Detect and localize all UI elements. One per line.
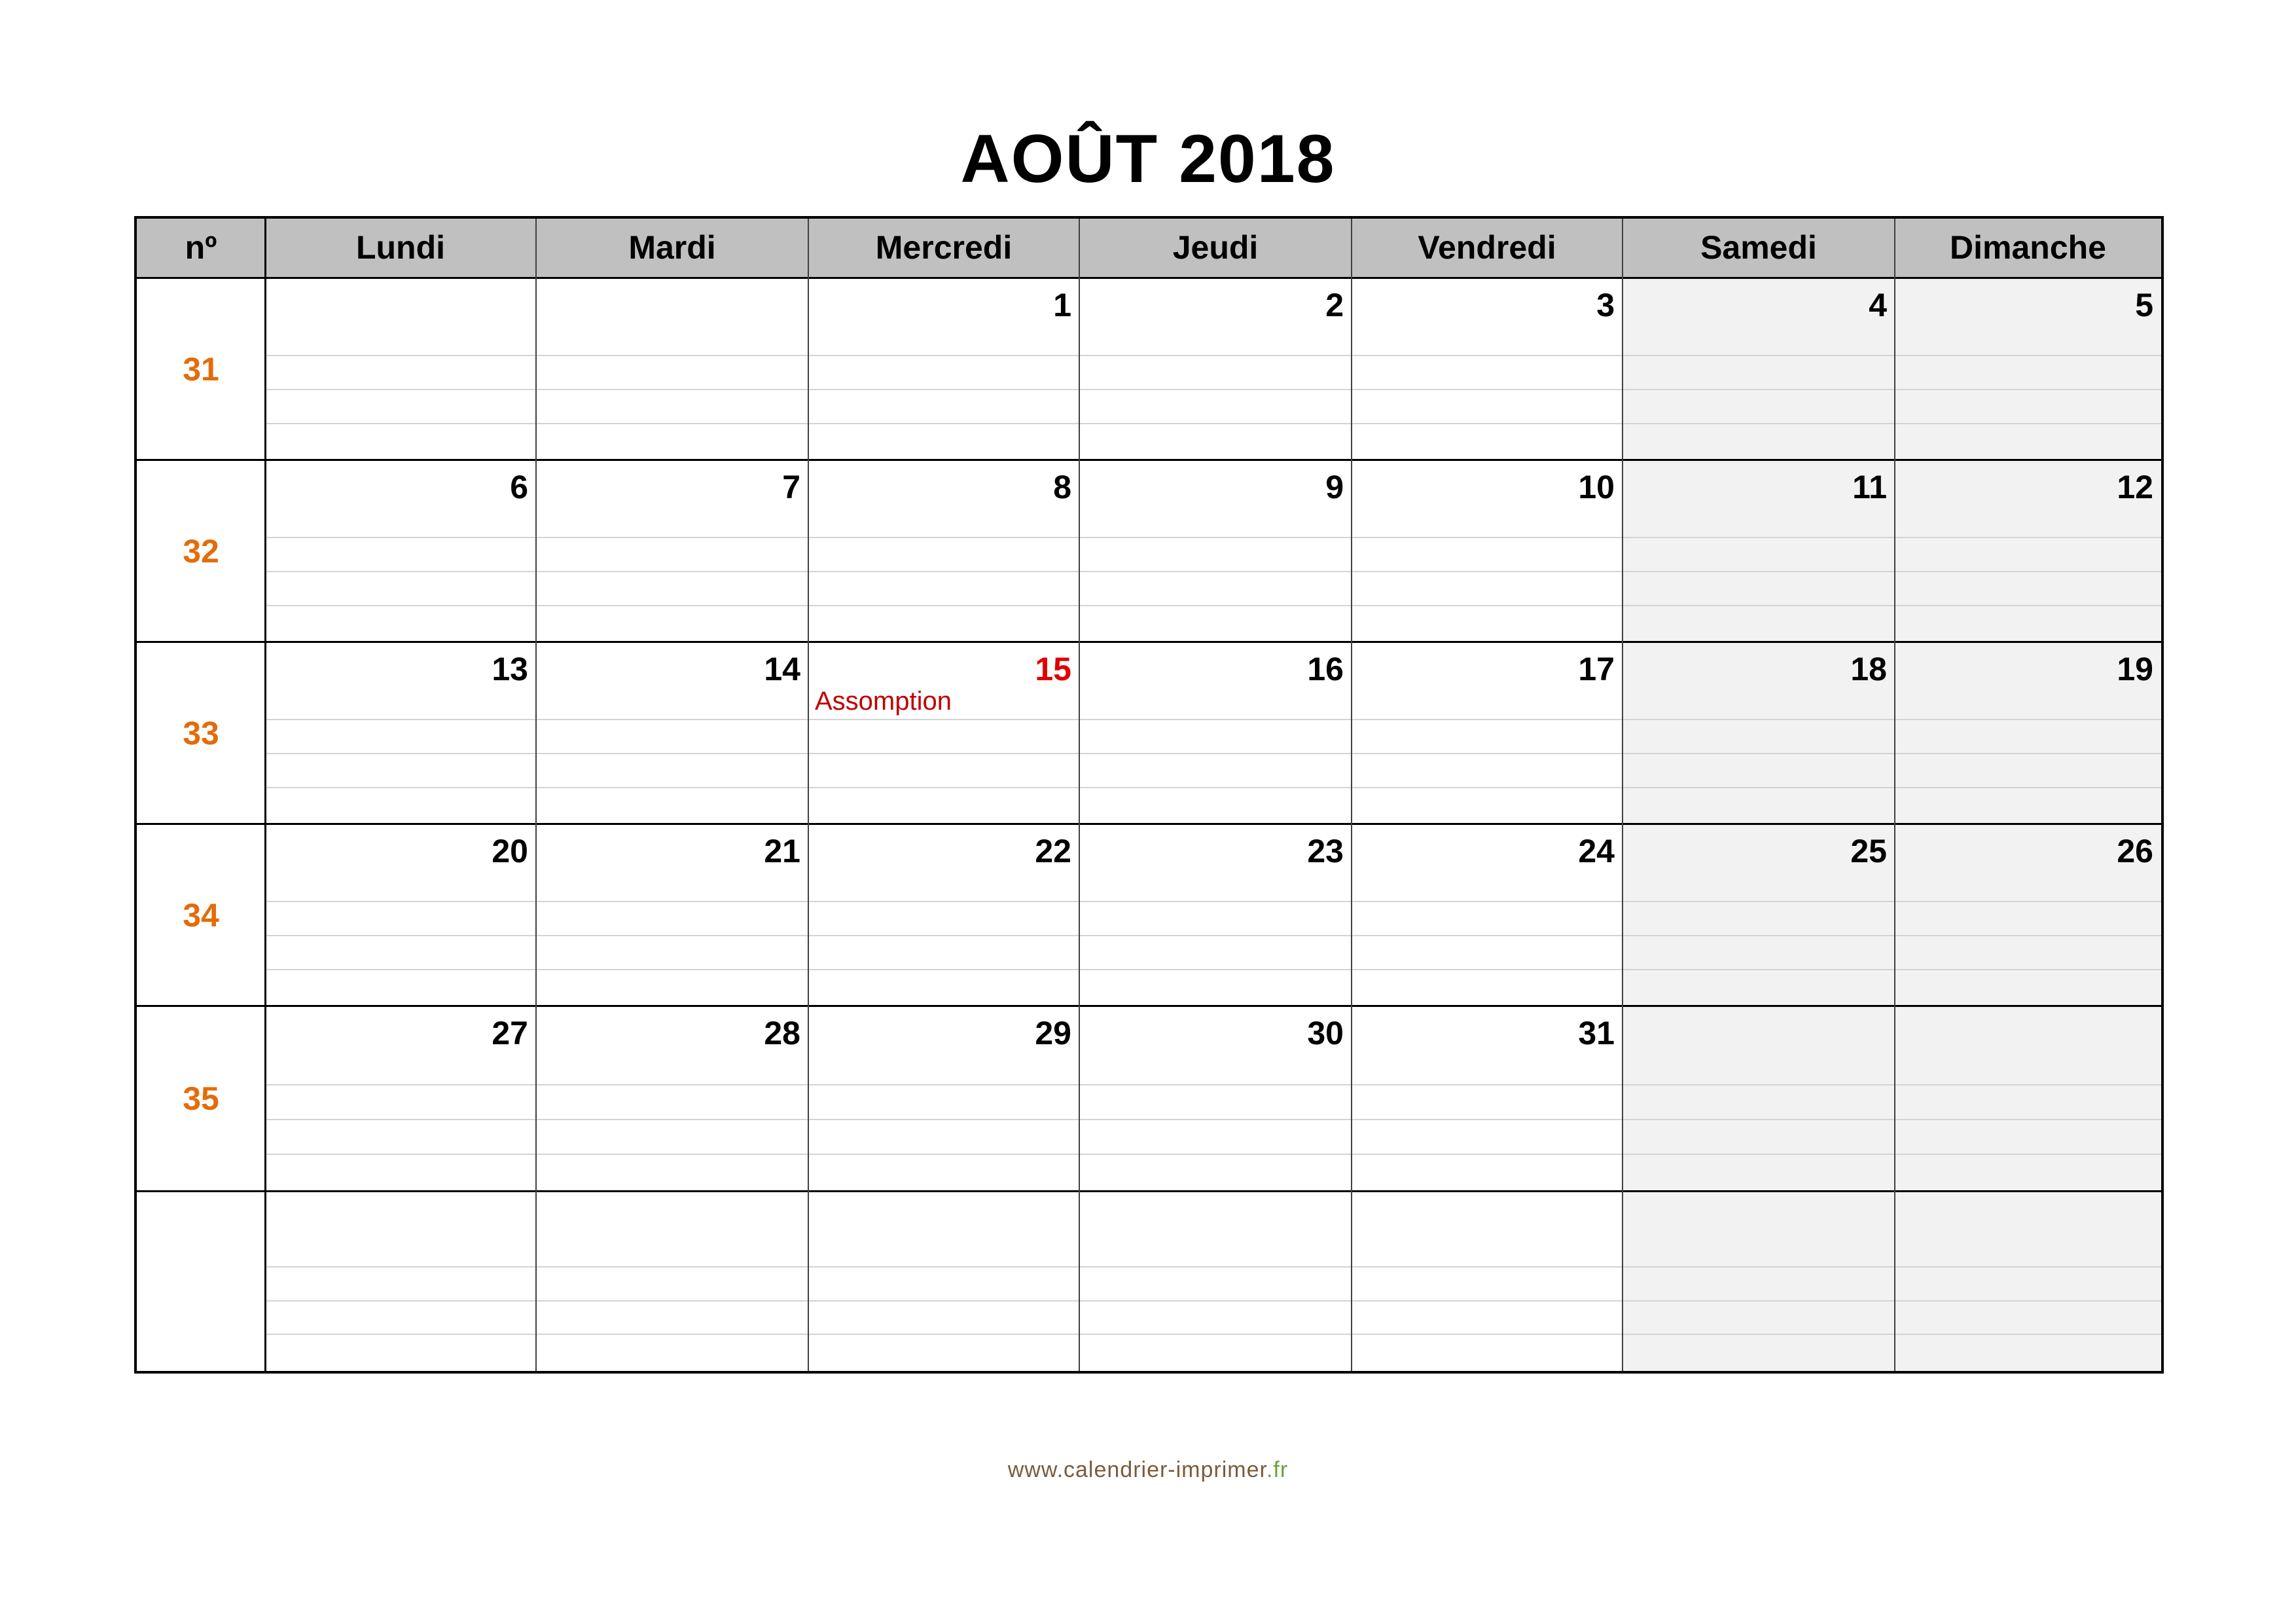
- day-cell-mardi[interactable]: [536, 461, 808, 641]
- writing-line: [1352, 605, 1623, 606]
- writing-line: [265, 605, 536, 606]
- writing-line: [1079, 935, 1352, 936]
- day-number: 8: [1053, 469, 1071, 505]
- footer-site: www.calendrier-imprimer: [1007, 1457, 1266, 1482]
- writing-line: [1895, 389, 2161, 390]
- day-header-mardi: Mardi: [628, 229, 716, 266]
- day-cell-jeudi[interactable]: [1079, 279, 1352, 459]
- day-cell-vendredi[interactable]: [1352, 1007, 1623, 1190]
- writing-line: [1352, 1154, 1623, 1155]
- column-divider: [1622, 219, 1623, 1371]
- writing-line: [1352, 571, 1623, 572]
- writing-line: [1623, 1119, 1895, 1120]
- writing-line: [1352, 423, 1623, 424]
- writing-line: [1079, 1300, 1352, 1302]
- writing-line: [1079, 1334, 1352, 1335]
- day-number: 22: [1035, 833, 1071, 869]
- day-cell-vendredi[interactable]: [1352, 279, 1623, 459]
- writing-line: [265, 901, 536, 902]
- writing-line: [1352, 1334, 1623, 1335]
- day-number: 11: [1852, 469, 1887, 505]
- day-number: 31: [1578, 1015, 1615, 1051]
- writing-line: [1623, 571, 1895, 572]
- writing-line: [1352, 537, 1623, 538]
- writing-line: [1895, 1300, 2161, 1302]
- writing-line: [808, 1154, 1079, 1155]
- writing-line: [808, 1300, 1079, 1302]
- day-cell-mercredi[interactable]: [808, 279, 1079, 459]
- writing-line: [1895, 1084, 2161, 1085]
- writing-line: [1079, 1266, 1352, 1267]
- writing-line: [808, 389, 1079, 390]
- writing-line: [265, 969, 536, 970]
- week-number: 32: [183, 532, 219, 570]
- column-divider: [264, 219, 266, 1371]
- writing-line: [536, 753, 808, 754]
- day-number: 28: [764, 1015, 800, 1051]
- week-row: [137, 643, 2161, 825]
- day-number: 19: [2117, 651, 2153, 687]
- column-divider: [1351, 219, 1352, 1371]
- day-cell-mercredi[interactable]: [808, 643, 1079, 823]
- day-cell-lundi[interactable]: [265, 1007, 536, 1190]
- day-number: 23: [1307, 833, 1344, 869]
- day-cell-mardi[interactable]: [536, 825, 808, 1005]
- writing-line: [1352, 1300, 1623, 1302]
- day-cell-dimanche[interactable]: [1895, 825, 2161, 1005]
- day-header-dimanche: Dimanche: [1950, 229, 2106, 266]
- writing-line: [1352, 355, 1623, 356]
- day-number: 18: [1850, 651, 1887, 687]
- writing-line: [265, 1266, 536, 1267]
- day-cell-jeudi[interactable]: [1079, 1192, 1352, 1371]
- writing-line: [808, 355, 1079, 356]
- day-cell-samedi[interactable]: [1623, 1007, 1895, 1190]
- day-cell-jeudi[interactable]: [1079, 643, 1352, 823]
- day-number: 30: [1307, 1015, 1344, 1051]
- day-number: 9: [1325, 469, 1344, 505]
- day-number: 10: [1578, 469, 1615, 505]
- writing-line: [1895, 787, 2161, 788]
- day-cell-lundi[interactable]: [265, 1192, 536, 1371]
- writing-line: [1079, 389, 1352, 390]
- day-cell-dimanche[interactable]: [1895, 1007, 2161, 1190]
- day-header-vendredi: Vendredi: [1418, 229, 1556, 266]
- writing-line: [536, 969, 808, 970]
- writing-line: [1623, 935, 1895, 936]
- calendar-title: AOÛT 2018: [960, 121, 1336, 197]
- writing-line: [1895, 1334, 2161, 1335]
- writing-line: [536, 1266, 808, 1267]
- writing-line: [1895, 719, 2161, 720]
- day-cell-dimanche[interactable]: [1895, 1192, 2161, 1371]
- writing-line: [536, 787, 808, 788]
- writing-line: [1079, 901, 1352, 902]
- day-number: 1: [1053, 287, 1071, 323]
- week-number: [137, 1192, 265, 1371]
- writing-line: [536, 605, 808, 606]
- writing-line: [1895, 753, 2161, 754]
- writing-line: [265, 719, 536, 720]
- day-cell-samedi[interactable]: [1623, 825, 1895, 1005]
- writing-line: [265, 571, 536, 572]
- day-header-mercredi: Mercredi: [875, 229, 1013, 266]
- day-number: 20: [492, 833, 528, 869]
- writing-line: [808, 1266, 1079, 1267]
- week-number: 33: [183, 714, 219, 752]
- writing-line: [1623, 901, 1895, 902]
- day-number: 4: [1869, 287, 1887, 323]
- writing-line: [808, 901, 1079, 902]
- writing-line: [536, 1300, 808, 1302]
- day-number: 14: [764, 651, 800, 687]
- writing-line: [265, 1119, 536, 1120]
- week-row: [137, 1192, 2161, 1371]
- writing-line: [1079, 969, 1352, 970]
- writing-line: [536, 423, 808, 424]
- writing-line: [808, 605, 1079, 606]
- writing-line: [1079, 719, 1352, 720]
- writing-line: [1623, 969, 1895, 970]
- writing-line: [1352, 753, 1623, 754]
- day-cell-lundi[interactable]: [265, 643, 536, 823]
- day-cell-mercredi[interactable]: [808, 461, 1079, 641]
- day-cell-lundi[interactable]: [265, 461, 536, 641]
- day-cell-jeudi[interactable]: [1079, 461, 1352, 641]
- writing-line: [265, 355, 536, 356]
- day-header-lundi: Lundi: [355, 229, 446, 266]
- writing-line: [1895, 935, 2161, 936]
- writing-line: [1895, 571, 2161, 572]
- day-number: 15: [1035, 651, 1071, 687]
- day-number: 27: [492, 1015, 528, 1051]
- writing-line: [265, 389, 536, 390]
- writing-line: [265, 1154, 536, 1155]
- writing-line: [1895, 1119, 2161, 1120]
- writing-line: [1623, 1084, 1895, 1085]
- writing-line: [1623, 1266, 1895, 1267]
- day-cell-mercredi[interactable]: [808, 1192, 1079, 1371]
- writing-line: [265, 935, 536, 936]
- writing-line: [1623, 605, 1895, 606]
- day-number: 2: [1325, 287, 1344, 323]
- writing-line: [808, 1119, 1079, 1120]
- writing-line: [536, 1119, 808, 1120]
- writing-line: [1623, 1300, 1895, 1302]
- day-cell-vendredi[interactable]: [1352, 643, 1623, 823]
- writing-line: [1079, 537, 1352, 538]
- day-cell-lundi[interactable]: [265, 825, 536, 1005]
- day-number: 6: [510, 469, 528, 505]
- writing-line: [1895, 355, 2161, 356]
- writing-line: [808, 753, 1079, 754]
- writing-line: [265, 537, 536, 538]
- day-number: 26: [2117, 833, 2153, 869]
- week-row: [137, 279, 2161, 461]
- writing-line: [1079, 787, 1352, 788]
- writing-line: [808, 1084, 1079, 1085]
- day-cell-vendredi[interactable]: [1352, 461, 1623, 641]
- writing-line: [1352, 901, 1623, 902]
- writing-line: [536, 935, 808, 936]
- writing-line: [265, 1334, 536, 1335]
- writing-line: [1623, 1334, 1895, 1335]
- writing-line: [265, 423, 536, 424]
- writing-line: [808, 935, 1079, 936]
- writing-line: [808, 787, 1079, 788]
- day-cell-dimanche[interactable]: [1895, 279, 2161, 459]
- writing-line: [1895, 537, 2161, 538]
- writing-line: [1079, 423, 1352, 424]
- day-number: 21: [764, 833, 800, 869]
- day-header-samedi: Samedi: [1700, 229, 1817, 266]
- writing-line: [536, 537, 808, 538]
- writing-line: [1352, 935, 1623, 936]
- day-cell-jeudi[interactable]: [1079, 1007, 1352, 1190]
- writing-line: [1895, 1266, 2161, 1267]
- day-cell-samedi[interactable]: [1623, 643, 1895, 823]
- writing-line: [1079, 605, 1352, 606]
- writing-line: [1623, 389, 1895, 390]
- writing-line: [808, 571, 1079, 572]
- writing-line: [1623, 423, 1895, 424]
- writing-line: [1079, 355, 1352, 356]
- writing-line: [1352, 1119, 1623, 1120]
- day-number: 25: [1850, 833, 1887, 869]
- week-row: [137, 825, 2161, 1007]
- writing-line: [1079, 1119, 1352, 1120]
- day-number: 12: [2117, 469, 2153, 505]
- week-row: [137, 461, 2161, 643]
- week-number: 31: [183, 350, 219, 388]
- day-number: 3: [1596, 287, 1615, 323]
- day-cell-jeudi[interactable]: [1079, 825, 1352, 1005]
- day-number: 29: [1035, 1015, 1071, 1051]
- calendar-grid: [134, 216, 2164, 1374]
- day-cell-dimanche[interactable]: [1895, 643, 2161, 823]
- writing-line: [1895, 901, 2161, 902]
- day-cell-mardi[interactable]: [536, 643, 808, 823]
- calendar-header-row: [137, 219, 2161, 279]
- writing-line: [1623, 537, 1895, 538]
- writing-line: [536, 1154, 808, 1155]
- writing-line: [1079, 753, 1352, 754]
- footer-tld: .fr: [1266, 1457, 1289, 1482]
- day-cell-mardi[interactable]: [536, 1007, 808, 1190]
- writing-line: [536, 571, 808, 572]
- week-row: [137, 1007, 2161, 1192]
- writing-line: [536, 901, 808, 902]
- writing-line: [1352, 1266, 1623, 1267]
- writing-line: [808, 537, 1079, 538]
- writing-line: [536, 1334, 808, 1335]
- day-cell-mercredi[interactable]: [808, 1007, 1079, 1190]
- day-cell-samedi[interactable]: [1623, 1192, 1895, 1371]
- writing-line: [1079, 571, 1352, 572]
- day-cell-vendredi[interactable]: [1352, 1192, 1623, 1371]
- week-number: 34: [183, 896, 219, 934]
- writing-line: [808, 969, 1079, 970]
- day-header-jeudi: Jeudi: [1172, 229, 1259, 266]
- writing-line: [1079, 1084, 1352, 1085]
- column-divider: [1894, 219, 1895, 1371]
- week-number: 35: [183, 1080, 219, 1117]
- day-cell-mercredi[interactable]: [808, 825, 1079, 1005]
- day-number: 13: [492, 651, 528, 687]
- writing-line: [1895, 1154, 2161, 1155]
- day-cell-mardi[interactable]: [536, 1192, 808, 1371]
- writing-line: [265, 787, 536, 788]
- column-divider: [808, 219, 809, 1371]
- day-number: 5: [2135, 287, 2153, 323]
- writing-line: [1623, 787, 1895, 788]
- writing-line: [1623, 1154, 1895, 1155]
- writing-line: [1079, 1154, 1352, 1155]
- column-divider: [535, 219, 537, 1371]
- writing-line: [1352, 787, 1623, 788]
- writing-line: [1895, 423, 2161, 424]
- day-number: 16: [1307, 651, 1344, 687]
- writing-line: [536, 355, 808, 356]
- writing-line: [1352, 969, 1623, 970]
- holiday-label: Assomption: [815, 687, 952, 716]
- writing-line: [1895, 969, 2161, 970]
- writing-line: [1352, 389, 1623, 390]
- day-cell-mardi[interactable]: [536, 279, 808, 459]
- writing-line: [1352, 1084, 1623, 1085]
- day-number: 24: [1578, 833, 1615, 869]
- writing-line: [1623, 719, 1895, 720]
- writing-line: [808, 719, 1079, 720]
- writing-line: [808, 1334, 1079, 1335]
- day-cell-samedi[interactable]: [1623, 461, 1895, 641]
- writing-line: [536, 389, 808, 390]
- day-cell-lundi[interactable]: [265, 279, 536, 459]
- week-number-header: nº: [185, 229, 217, 266]
- writing-line: [1352, 719, 1623, 720]
- writing-line: [265, 753, 536, 754]
- writing-line: [1895, 605, 2161, 606]
- footer-url: [0, 1457, 2296, 1483]
- writing-line: [808, 423, 1079, 424]
- writing-line: [1623, 753, 1895, 754]
- day-cell-dimanche[interactable]: [1895, 461, 2161, 641]
- day-number: 7: [782, 469, 800, 505]
- day-number: 17: [1578, 651, 1615, 687]
- writing-line: [1623, 355, 1895, 356]
- day-cell-vendredi[interactable]: [1352, 825, 1623, 1005]
- writing-line: [536, 719, 808, 720]
- writing-line: [265, 1084, 536, 1085]
- writing-line: [536, 1084, 808, 1085]
- day-cell-samedi[interactable]: [1623, 279, 1895, 459]
- writing-line: [265, 1300, 536, 1302]
- column-divider: [1079, 219, 1080, 1371]
